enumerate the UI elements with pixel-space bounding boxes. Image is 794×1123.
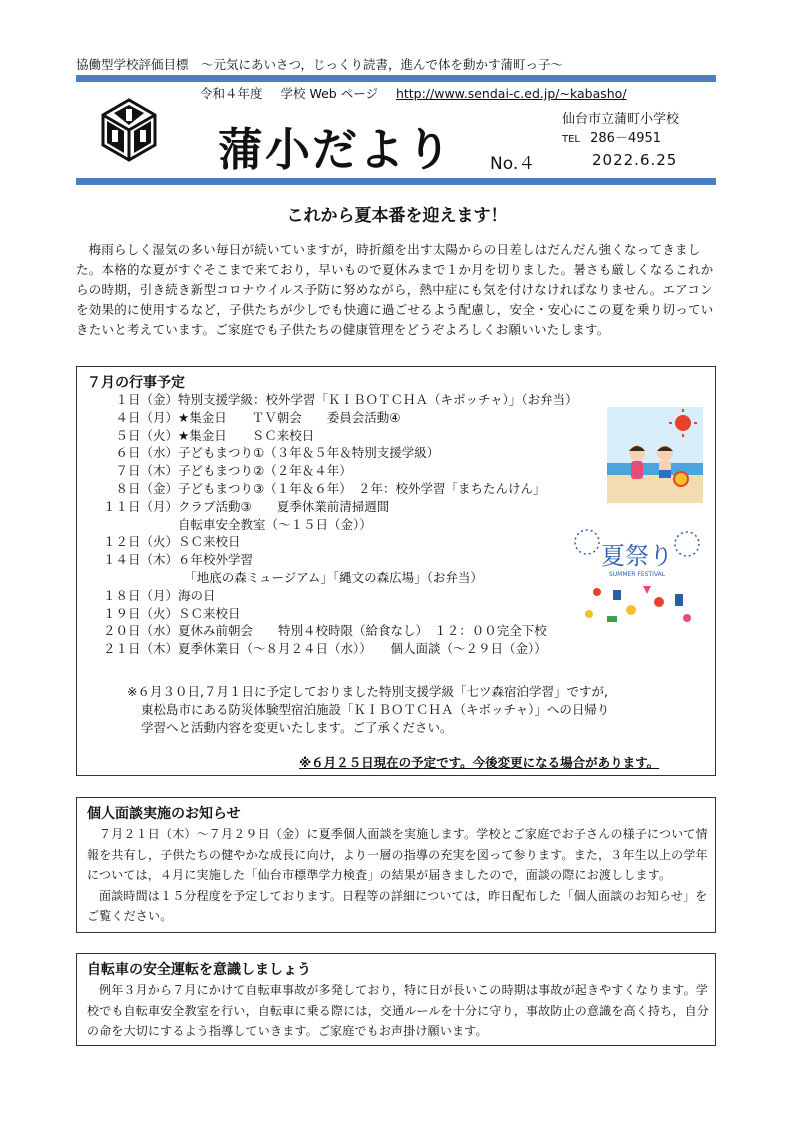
tel-label: TEL (562, 134, 580, 145)
newsletter-title: 蒲小だより (218, 123, 454, 176)
schedule-row: ６日（水）子どもまつり①（３年＆５年＆特別支援学級） (103, 445, 440, 461)
school-emblem-logo (92, 97, 166, 173)
issue-date: 2022.6.25 (592, 151, 678, 169)
schedule-row: １８日（月）海の日 (103, 587, 216, 603)
schedule-row: ５日（火）★集金日 ＳＣ来校日 (103, 427, 315, 443)
interview-title: 個人面談実施のお知らせ (87, 806, 241, 822)
interview-paragraph: ７月２１日（木）～７月２９日（金）に夏季個人面談を実施します。学校とご家庭でお子さんの様子について情報を共有し，子供たちの健やかな成長に向け，より一層の指導の充実を図って参ります。また，３年生以上の学年については，４月に実施した「仙台市標準学力検査」の結果が届きましたので，面談の際にお渡しします。 (87, 827, 708, 882)
july-schedule-box (76, 366, 716, 776)
interview-paragraph: 面談時間は１５分程度を予定しております。日程等の詳細については，昨日配布した「個人面談のお知らせ」をご覧ください。 (87, 888, 708, 923)
header-top-bar (76, 75, 716, 82)
schedule-row: １４日（木）６年校外学習 (103, 552, 254, 568)
header-bottom-bar (76, 178, 716, 185)
schedule-row: ２０日（水）夏休み前朝会 特別４校時限（給食なし） １２：００完全下校 (103, 623, 547, 639)
schedule-row: ２１日（木）夏季休業日（～８月２４日（水）） 個人面談（～２９日（金）） (103, 641, 547, 657)
bicycle-paragraph: 例年３月から７月にかけて自転車事故が多発しており，特に日が長いこの時期は事故が起きやすくなります。学校でも自転車安全教室を行い，自転車に乗る際には，交通ルールを十分に守り，事故防止の意識を高く持ち，自分の命を大切にするよう指導していきます。ご家庭でもお声掛け願います。 (87, 983, 709, 1038)
bicycle-title: 自転車の安全運転を意識しましょう (87, 962, 311, 978)
school-name: 仙台市立蒲町小学校 (562, 112, 680, 127)
interview-body (87, 824, 709, 927)
schedule-row: 自転車安全教室（～１５日（金）） (103, 516, 372, 532)
note-line: 学習へと活動内容を変更いたします。ご了承ください。 (141, 720, 453, 735)
schedule-row: ４日（月）★集金日 ＴＶ朝会 委員会活動④ (103, 409, 401, 425)
school-info (562, 110, 679, 149)
web-label: 学校 Web ページ (280, 86, 378, 101)
note-line: ※６月３０日,７月１日に予定しておりました特別支援学級「七ツ森宿泊学習」ですが, (127, 684, 608, 699)
headline: これから夏本番を迎えます！ (286, 206, 508, 226)
festival-subtext: SUMMER FESTIVAL (608, 571, 666, 578)
bicycle-body (87, 980, 709, 1042)
tel-number: 286－4951 (590, 131, 662, 146)
schedule-row: １９日（火）ＳＣ来校日 (103, 605, 241, 621)
schedule-warning: ※６月２５日現在の予定です。今後変更になる場合があります。 (299, 755, 660, 770)
intro-section (76, 240, 716, 340)
schedule-title: ７月の行事予定 (87, 375, 185, 391)
schedule-row: １日（金）特別支援学級：校外学習「ＫＩＢＯＴＣＨＡ（キボッチャ）」（お弁当） (103, 392, 578, 407)
fiscal-year: 令和４年度 (200, 86, 263, 101)
schedule-row: ７日（木）子どもまつり②（２年＆４年） (103, 463, 352, 479)
schedule-row: １２日（火）ＳＣ来校日 (103, 534, 241, 550)
intro-paragraph: 梅雨らしく湿気の多い毎日が続いていますが，時折顔を出す太陽からの日差しはだんだん強くなってきました。本格的な夏がすぐそこまで来ており，早いもので夏休みまで１か月を切りました。暑さも厳しくなるこれからの時期，引き続き新型コロナウイルス予防に努めながら，熱中症にも気を付けなければなりません。エアコンを効果的に使用するなど，子供たちが少しでも快適に過ごせるよう配慮し，安全・安心にこの夏を乗り切っていきたいと考えています。ご家庭でも子供たちの健康管理をどうぞよろしくお願いいたします。 (76, 242, 714, 337)
schedule-row: １１日（月）クラブ活動③ 夏季休業前清掃週間 (103, 498, 390, 514)
issue-number: No.４ (490, 154, 536, 174)
note-line: 東松島市にある防災体験型宿泊施設「ＫＩＢＯＴＣＨＡ（キボッチャ）」への日帰り (141, 702, 610, 717)
school-goal: 協働型学校評価目標 ～元気にあいさつ，じっくり読書，進んで体を動かす蒲町っ子～ (76, 57, 564, 72)
schedule-note (127, 683, 609, 737)
school-phone (562, 129, 679, 149)
schedule-row: ８日（金）子どもまつり③（１年＆６年） ２年：校外学習「まちたんけん」 (103, 480, 546, 496)
schedule-row: 「地底の森ミュージアム」「縄文の森広場」（お弁当） (103, 569, 483, 585)
header-subline (200, 84, 641, 102)
school-url-link[interactable]: http://www.sendai-c.ed.jp/~kabasho/ (395, 86, 627, 101)
bicycle-safety-box (76, 953, 716, 1046)
interview-notice-box (76, 797, 716, 933)
schedule-list (103, 391, 578, 658)
summer-festival-illustration (567, 522, 707, 632)
beach-kids-illustration (607, 407, 703, 503)
festival-text: 夏祭り (601, 542, 673, 570)
